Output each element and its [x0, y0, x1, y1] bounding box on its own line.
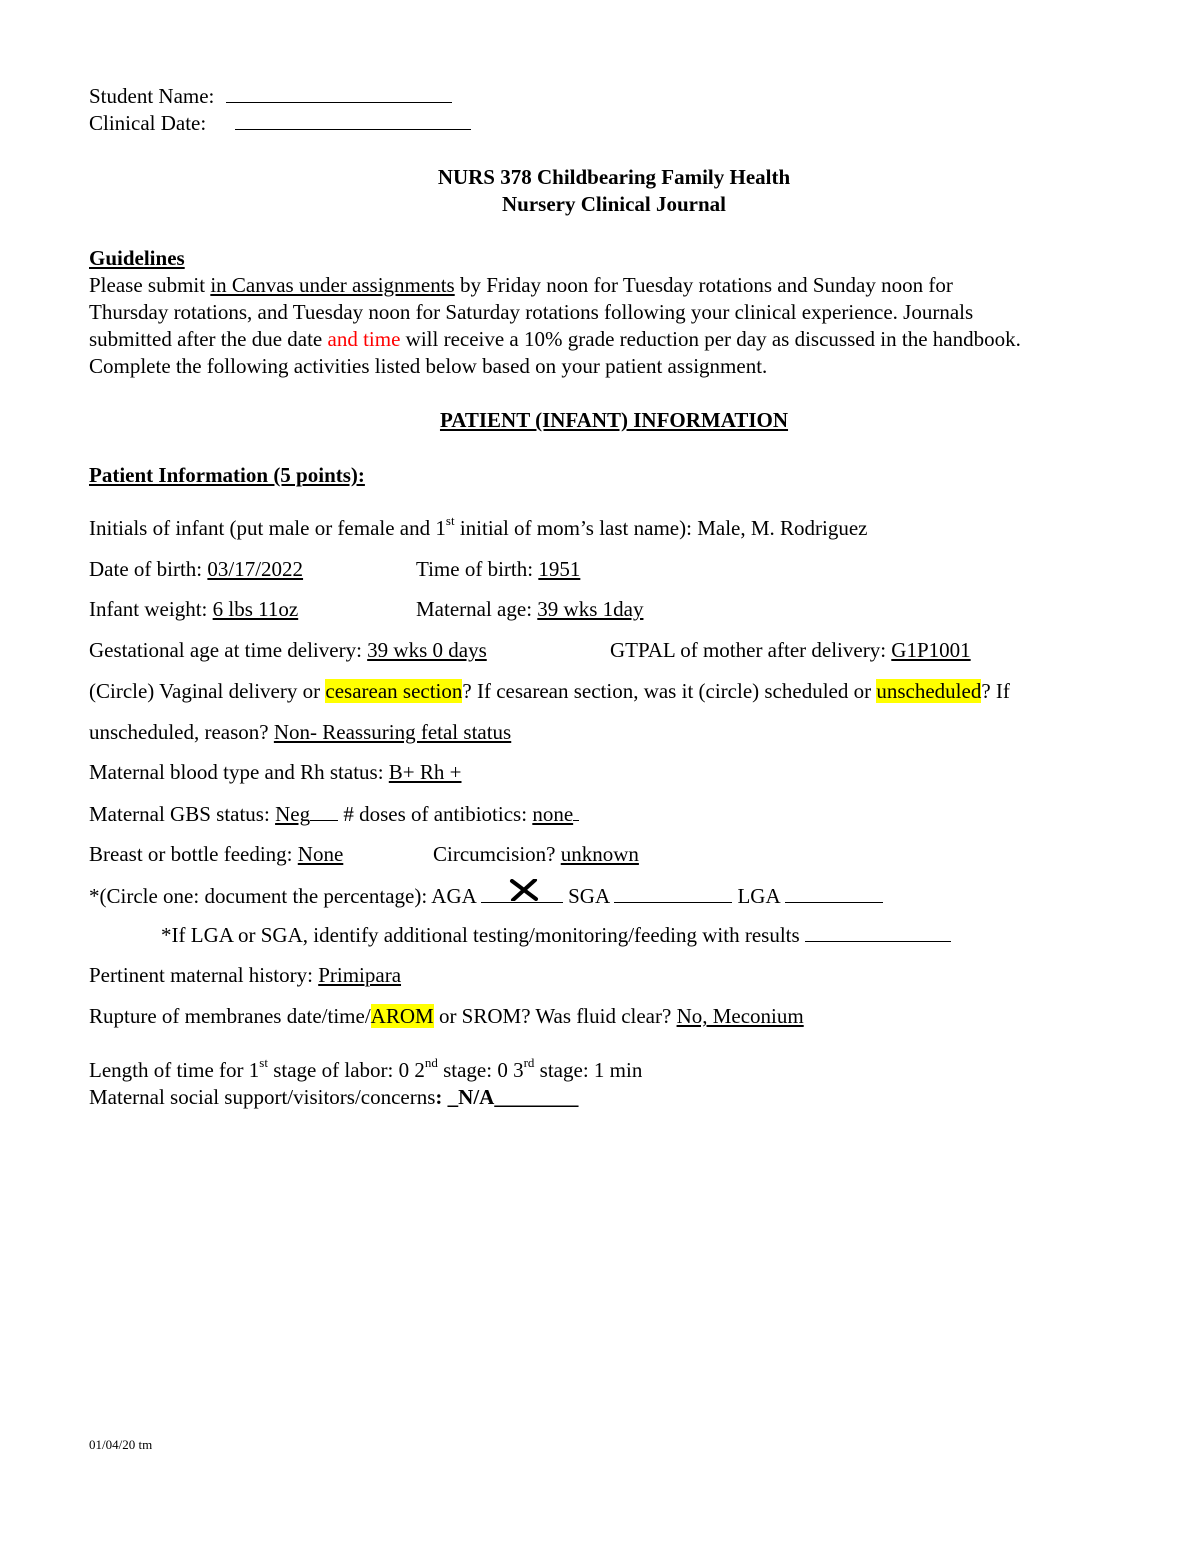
social-support-colon: : [435, 1085, 443, 1109]
guidelines-heading: Guidelines [89, 246, 185, 270]
student-name-line [89, 82, 452, 110]
maternal-age-label: Maternal age: [416, 597, 538, 621]
student-name-field[interactable] [226, 82, 452, 103]
aga-field[interactable] [481, 882, 563, 903]
initials-line [89, 515, 868, 542]
tob-label: Time of birth: [416, 557, 539, 581]
x-mark-icon [509, 879, 539, 901]
cesarean-section-option[interactable]: cesarean section [325, 679, 463, 703]
weight-label: Infant weight: [89, 597, 213, 621]
aga-label: *(Circle one: document the percentage): AGA [89, 884, 481, 908]
lga-label: LGA [732, 884, 785, 908]
antibiotics-value[interactable]: none [532, 802, 574, 826]
gestational-age-label: Gestational age at time delivery: [89, 638, 368, 662]
antibiotics-blank [573, 800, 579, 821]
guidelines-text: Please submit [89, 273, 211, 297]
canvas-assignments-link[interactable]: in Canvas under assignments [210, 273, 455, 297]
clinical-date-label: Clinical Date: [89, 111, 207, 135]
gestational-age-value[interactable]: 39 wks 0 days [367, 638, 487, 662]
sga-field[interactable] [614, 882, 732, 903]
reason-line [89, 719, 511, 746]
labor-label: stage of labor: 0 2 [267, 1058, 425, 1082]
initials-value[interactable]: Male, M. Rodriguez [697, 516, 868, 540]
subsection-title: Patient Information (5 points): [89, 463, 365, 487]
gtpal-label: GTPAL of mother after delivery: [610, 638, 892, 662]
superscript: st [445, 513, 455, 528]
unscheduled-option[interactable]: unscheduled [876, 679, 982, 703]
lga-sga-note: *If LGA or SGA, identify additional testing/monitoring/feeding with results [161, 923, 805, 947]
history-value[interactable]: Primipara [318, 963, 402, 987]
feeding-line [89, 841, 343, 868]
superscript: rd [523, 1055, 535, 1070]
lga-sga-results-field[interactable] [805, 921, 951, 942]
history-line [89, 962, 401, 989]
arom-option[interactable]: AROM [370, 1004, 434, 1028]
circumcision-line [433, 841, 639, 868]
field-label: (Circle) Vaginal delivery or [89, 679, 326, 703]
gbs-label: Maternal GBS status: [89, 802, 276, 826]
maternal-age-line [416, 596, 643, 623]
size-classification-line [89, 882, 883, 910]
clinical-date-line [89, 109, 471, 137]
lga-sga-note-line [161, 921, 951, 949]
social-support-label: Maternal social support/visitors/concerns [89, 1085, 436, 1109]
guidelines-line-3 [89, 326, 1021, 353]
gbs-blank [310, 800, 338, 821]
rom-label: or SROM? Was fluid clear? [433, 1004, 677, 1028]
weight-line [89, 596, 298, 623]
labor-label: stage: 1 min [534, 1058, 643, 1082]
rom-label: Rupture of membranes date/time/ [89, 1004, 371, 1028]
guidelines-text: will receive a 10% grade reduction per day as discussed in the handbook. [400, 327, 1021, 351]
feeding-label: Breast or bottle feeding: [89, 842, 298, 866]
history-label: Pertinent maternal history: [89, 963, 319, 987]
red-emphasis-text: and time [327, 327, 401, 351]
guidelines-text: by Friday noon for Tuesday rotations and Sunday noon for [454, 273, 953, 297]
rom-value[interactable]: No, Meconium [676, 1004, 804, 1028]
lga-field[interactable] [785, 882, 883, 903]
blood-type-label: Maternal blood type and Rh status: [89, 760, 389, 784]
gtpal-line [610, 637, 971, 664]
document-page [89, 0, 1149, 1553]
delivery-type-line [89, 678, 1010, 705]
gbs-value[interactable]: Neg [275, 802, 311, 826]
superscript: st [259, 1055, 268, 1070]
weight-value[interactable]: 6 lbs 11oz [212, 597, 299, 621]
gestational-age-line [89, 637, 487, 664]
social-support-line [89, 1084, 578, 1111]
maternal-age-value[interactable]: 39 wks 1day [537, 597, 644, 621]
guidelines-line-1 [89, 272, 953, 299]
guidelines-line-2: Thursday rotations, and Tuesday noon for Saturday rotations following your clinical experience. Journals [89, 300, 974, 324]
section-title: PATIENT (INFANT) INFORMATION [439, 408, 789, 432]
circumcision-label: Circumcision? [433, 842, 561, 866]
blood-type-value[interactable]: B+ Rh + [388, 760, 462, 784]
circumcision-value[interactable]: unknown [560, 842, 639, 866]
antibiotics-label: # doses of antibiotics: [338, 802, 533, 826]
labor-stages-line [89, 1057, 642, 1084]
document-title: NURS 378 Childbearing Family Health [437, 165, 791, 189]
gbs-line [89, 800, 579, 828]
rom-line [89, 1003, 804, 1030]
document-subtitle: Nursery Clinical Journal [502, 192, 726, 216]
student-name-label: Student Name: [89, 84, 215, 108]
feeding-value[interactable]: None [297, 842, 344, 866]
sga-label: SGA [562, 884, 615, 908]
superscript: nd [424, 1055, 438, 1070]
dob-line [89, 556, 303, 583]
social-support-value[interactable]: _N/A________ [442, 1085, 579, 1109]
reason-label: unscheduled, reason? [89, 720, 274, 744]
labor-label: Length of time for 1 [89, 1058, 260, 1082]
dob-value[interactable]: 03/17/2022 [207, 557, 304, 581]
tob-line [416, 556, 580, 583]
footer-revision: 01/04/20 tm [89, 1437, 153, 1452]
field-label: Initials of infant (put male or female and 1 [89, 516, 446, 540]
tob-value[interactable]: 1951 [538, 557, 581, 581]
field-label: initial of mom’s last name): [454, 516, 698, 540]
labor-label: stage: 0 3 [437, 1058, 524, 1082]
field-label: ? If cesarean section, was it (circle) scheduled or [462, 679, 877, 703]
guidelines-text: submitted after the due date [89, 327, 328, 351]
field-label: ? If [981, 679, 1010, 703]
reason-value[interactable]: Non- Reassuring fetal status [273, 720, 512, 744]
clinical-date-field[interactable] [235, 109, 471, 130]
dob-label: Date of birth: [89, 557, 208, 581]
gtpal-value[interactable]: G1P1001 [891, 638, 971, 662]
blood-type-line [89, 759, 462, 786]
guidelines-line-4: Complete the following activities listed below based on your patient assignment. [89, 354, 768, 378]
